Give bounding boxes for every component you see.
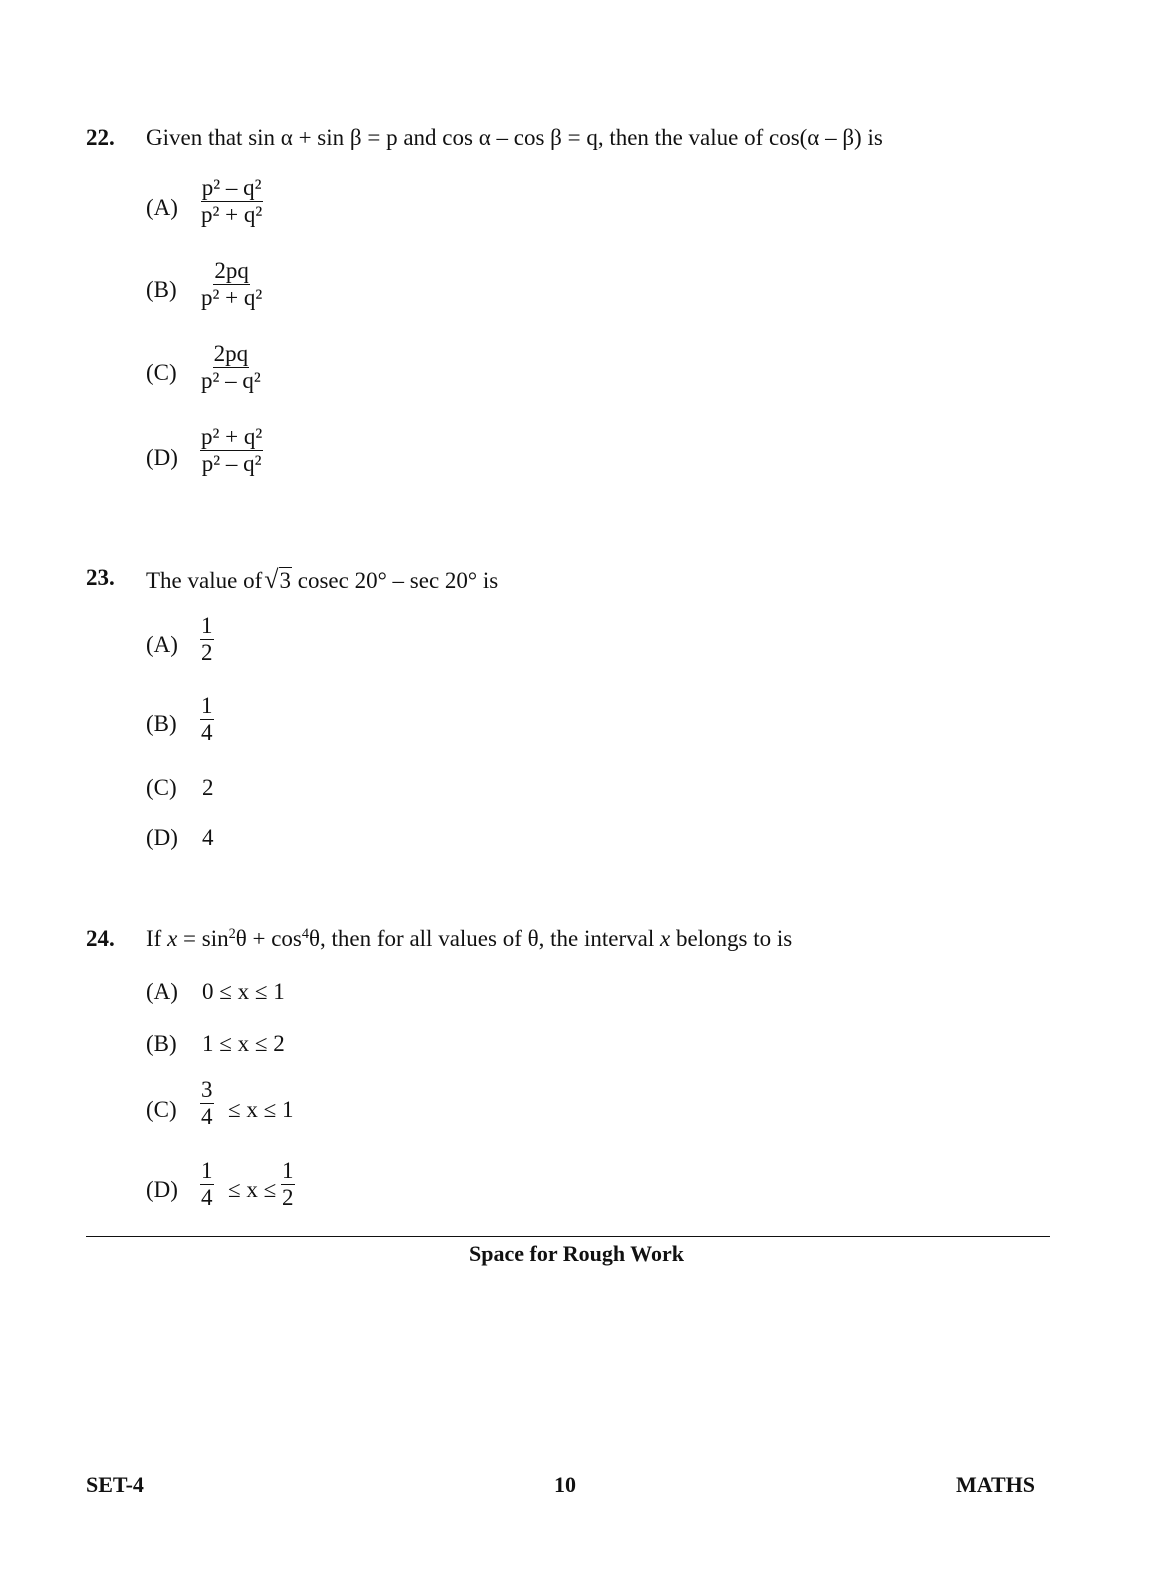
question-22-number: 22. bbox=[86, 125, 115, 150]
q24-option-c-inequality: ≤ x ≤ 1 bbox=[228, 1097, 294, 1122]
fraction-denominator: p² – q² bbox=[201, 451, 262, 477]
q24-option-d-fraction-left bbox=[200, 1159, 214, 1210]
fraction-numerator: 3 bbox=[200, 1078, 214, 1104]
fraction-numerator: 1 bbox=[200, 1159, 214, 1185]
q22-option-a-fraction bbox=[200, 176, 263, 227]
footer-page-number: 10 bbox=[554, 1472, 576, 1497]
q23-option-d-value: 4 bbox=[202, 825, 214, 850]
question-24-stem bbox=[146, 926, 792, 952]
fraction-numerator: 1 bbox=[200, 614, 214, 640]
fraction-denominator: p² – q² bbox=[201, 368, 261, 394]
q22-option-b-label: (B) bbox=[146, 277, 177, 302]
q23-option-d-label: (D) bbox=[146, 825, 178, 850]
stem-text: = sin bbox=[183, 926, 229, 951]
footer-subject: MATHS bbox=[955, 1472, 1035, 1497]
variable-x: x bbox=[659, 926, 671, 951]
fraction-denominator: 2 bbox=[201, 640, 213, 666]
q22-option-d-fraction bbox=[200, 425, 263, 476]
fraction-denominator: 4 bbox=[201, 1104, 213, 1130]
question-24-number: 24. bbox=[86, 926, 115, 951]
q23-option-b-fraction bbox=[200, 694, 214, 745]
q22-option-c-fraction bbox=[200, 342, 262, 393]
square-root bbox=[264, 565, 292, 595]
stem-text-after: cosec 20° – sec 20° is bbox=[297, 568, 499, 593]
q23-option-c-value: 2 bbox=[202, 775, 214, 800]
fraction-numerator: 2pq bbox=[213, 259, 250, 285]
fraction-numerator: 1 bbox=[200, 694, 214, 720]
q23-option-a-label: (A) bbox=[146, 632, 178, 657]
fraction-numerator: p² + q² bbox=[200, 425, 263, 451]
q24-option-b-label: (B) bbox=[146, 1031, 177, 1056]
fraction-numerator: 2pq bbox=[213, 342, 250, 368]
q24-option-d-inequality: ≤ x ≤ bbox=[228, 1177, 277, 1202]
radicand: 3 bbox=[279, 568, 292, 593]
exponent: 4 bbox=[301, 926, 310, 943]
q23-option-b-label: (B) bbox=[146, 711, 177, 736]
q23-option-c-label: (C) bbox=[146, 775, 177, 800]
q22-option-d-label: (D) bbox=[146, 445, 178, 470]
fraction-numerator: p² – q² bbox=[201, 176, 263, 202]
stem-text: θ, then for all values of θ, the interval bbox=[309, 926, 655, 951]
fraction-denominator: 4 bbox=[201, 720, 213, 746]
fraction-denominator: p² + q² bbox=[201, 202, 263, 228]
q23-option-a-fraction bbox=[200, 614, 214, 665]
stem-text: θ + cos bbox=[235, 926, 302, 951]
fraction-denominator: p² + q² bbox=[201, 285, 263, 311]
q24-option-c-label: (C) bbox=[146, 1097, 177, 1122]
fraction-denominator: 2 bbox=[282, 1185, 294, 1211]
radical-sign-icon: √ bbox=[264, 565, 279, 594]
question-23-stem bbox=[146, 565, 498, 595]
rough-work-divider bbox=[86, 1236, 1050, 1237]
fraction-numerator: 1 bbox=[281, 1159, 295, 1185]
q22-option-c-label: (C) bbox=[146, 360, 177, 385]
question-22-stem: Given that sin α + sin β = p and cos α – cos β = q, then the value of cos(α – β) is bbox=[146, 125, 883, 150]
q24-option-d-label: (D) bbox=[146, 1177, 178, 1202]
footer-set-label: SET-4 bbox=[86, 1472, 144, 1497]
stem-text: The value of bbox=[146, 568, 263, 593]
q24-option-c-fraction bbox=[200, 1078, 214, 1129]
q24-option-b-value: 1 ≤ x ≤ 2 bbox=[202, 1031, 285, 1056]
q22-option-a-label: (A) bbox=[146, 195, 178, 220]
exponent: 2 bbox=[228, 926, 236, 943]
rough-work-heading: Space for Rough Work bbox=[469, 1241, 684, 1266]
q24-option-a-value: 0 ≤ x ≤ 1 bbox=[202, 979, 285, 1004]
stem-text: belongs to is bbox=[675, 926, 793, 951]
q22-option-b-fraction bbox=[200, 259, 263, 310]
stem-text: If bbox=[146, 926, 162, 951]
variable-x: x bbox=[167, 926, 178, 951]
q24-option-a-label: (A) bbox=[146, 979, 178, 1004]
fraction-denominator: 4 bbox=[201, 1185, 213, 1211]
question-23-number: 23. bbox=[86, 565, 115, 590]
q24-option-d-fraction-right bbox=[281, 1159, 295, 1210]
